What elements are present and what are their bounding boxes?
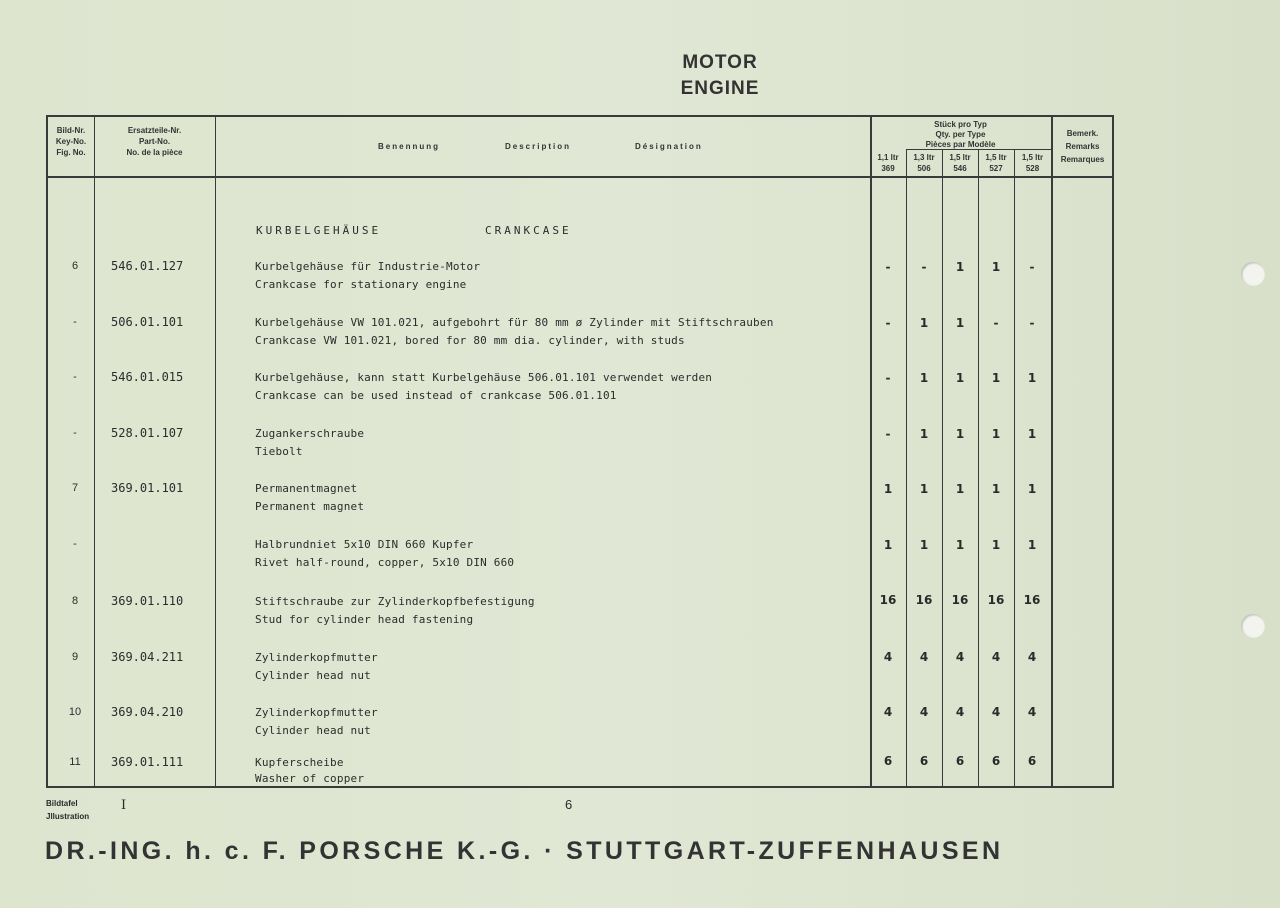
row-desc-en: Stud for cylinder head fastening	[255, 613, 474, 626]
row-qty-546: 4	[955, 705, 965, 719]
row-qty-527: 4	[991, 705, 1001, 719]
row-fig-no: -	[73, 538, 77, 550]
row-qty-506: 1	[919, 482, 929, 496]
row-qty-528: 4	[1027, 705, 1037, 719]
parts-table	[46, 115, 1114, 788]
row-qty-527: 16	[987, 593, 1005, 607]
row-qty-506: 1	[919, 316, 929, 330]
row-part-no: 546.01.015	[111, 370, 184, 384]
row-qty-369: 6	[883, 754, 893, 768]
row-qty-546: 1	[955, 260, 965, 274]
row-qty-528: 1	[1027, 427, 1037, 441]
header-model-528: 1,5 ltr 528	[1021, 153, 1044, 173]
row-desc-de: Kupferscheibe	[255, 756, 344, 769]
row-qty-369: -	[885, 427, 891, 441]
row-qty-527: -	[993, 316, 999, 330]
row-qty-369: 4	[883, 705, 893, 719]
row-qty-369: 1	[883, 538, 893, 552]
row-desc-de: Kurbelgehäuse, kann statt Kurbelgehäuse 506.01.101 verwendet werden	[255, 371, 713, 384]
row-desc-en: Cylinder head nut	[255, 669, 371, 682]
row-qty-369: -	[885, 371, 891, 385]
header-description: Description	[505, 142, 572, 151]
company-name: DR.-ING. h. c. F. PORSCHE K.-G. · STUTTGART-ZUFFENHAUSEN	[45, 837, 1004, 865]
row-qty-506: 1	[919, 538, 929, 552]
row-qty-528: 16	[1023, 593, 1041, 607]
row-desc-en: Tiebolt	[255, 445, 303, 458]
header-key-no: Bild-Nr. Key-No. Fig. No.	[55, 126, 87, 157]
illustration-number: I	[121, 798, 127, 813]
row-qty-506: -	[921, 260, 927, 274]
row-qty-528: 1	[1027, 538, 1037, 552]
row-fig-no: -	[73, 316, 77, 328]
row-qty-546: 1	[955, 316, 965, 330]
row-desc-de: Stiftschraube zur Zylinderkopfbefestigung	[255, 595, 535, 608]
row-fig-no: 11	[69, 756, 81, 768]
row-qty-527: 1	[991, 538, 1001, 552]
section-title-de: KURBELGEHÄUSE	[256, 224, 382, 237]
row-fig-no: 7	[71, 482, 79, 494]
row-qty-528: 6	[1027, 754, 1037, 768]
row-qty-546: 1	[955, 482, 965, 496]
page-number: 6	[565, 797, 573, 812]
row-fig-no: -	[73, 427, 77, 439]
row-desc-de: Zugankerschraube	[255, 427, 365, 440]
row-desc-en: Rivet half-round, copper, 5x10 DIN 660	[255, 556, 515, 569]
row-qty-506: 1	[919, 371, 929, 385]
row-part-no: 528.01.107	[111, 426, 184, 440]
row-qty-546: 1	[955, 538, 965, 552]
row-qty-506: 6	[919, 754, 929, 768]
punch-hole-bottom	[1241, 614, 1265, 638]
row-qty-369: -	[885, 260, 891, 274]
row-qty-546: 6	[955, 754, 965, 768]
row-part-no: 369.01.101	[111, 481, 184, 495]
header-model-369: 1,1 ltr 369	[877, 153, 899, 173]
header-part-no: Ersatzteile-Nr. Part-No. No. de la pièce	[126, 126, 183, 157]
row-desc-de: Halbrundniet 5x10 DIN 660 Kupfer	[255, 538, 474, 551]
bildtafel-label: Bildtafel Jllustration	[46, 799, 90, 821]
header-model-527: 1,5 ltr 527	[985, 153, 1007, 173]
row-qty-369: 16	[879, 593, 897, 607]
row-qty-527: 1	[991, 427, 1001, 441]
row-qty-369: 4	[883, 650, 893, 664]
header-remarks: Bemerk. Remarks Remarques	[1060, 129, 1105, 164]
row-qty-506: 1	[919, 427, 929, 441]
row-desc-en: Permanent magnet	[255, 500, 365, 513]
row-desc-en: Washer of copper	[255, 772, 365, 785]
row-desc-en: Crankcase VW 101.021, bored for 80 mm dia. cylinder, with studs	[255, 334, 685, 347]
header-qty-per-type: Stück pro Typ Qty. per Type Pièces par Modèle	[925, 120, 996, 149]
row-part-no: 369.01.111	[111, 755, 184, 769]
row-qty-527: 1	[991, 260, 1001, 274]
header-model-506: 1,3 ltr 506	[913, 153, 935, 173]
row-fig-no: 9	[71, 651, 79, 663]
row-fig-no: 10	[68, 706, 82, 718]
row-desc-en: Cylinder head nut	[255, 724, 371, 737]
row-desc-en: Crankcase can be used instead of crankcase 506.01.101	[255, 389, 617, 402]
row-qty-369: 1	[883, 482, 893, 496]
row-qty-506: 4	[919, 650, 929, 664]
row-desc-de: Zylinderkopfmutter	[255, 651, 378, 664]
section-title-en: CRANKCASE	[485, 224, 572, 237]
row-qty-528: -	[1029, 260, 1035, 274]
row-fig-no: -	[73, 371, 77, 383]
row-qty-528: 1	[1027, 371, 1037, 385]
row-qty-369: -	[885, 316, 891, 330]
row-qty-546: 4	[955, 650, 965, 664]
row-part-no: 369.04.210	[111, 705, 184, 719]
row-qty-527: 6	[991, 754, 1001, 768]
row-desc-en: Crankcase for stationary engine	[255, 278, 467, 291]
row-qty-527: 4	[991, 650, 1001, 664]
page-title-de: MOTOR	[682, 52, 758, 73]
row-qty-528: 1	[1027, 482, 1037, 496]
row-qty-527: 1	[991, 482, 1001, 496]
header-model-546: 1,5 ltr 546	[949, 153, 971, 173]
row-desc-de: Permanentmagnet	[255, 482, 358, 495]
row-fig-no: 8	[71, 595, 79, 607]
row-qty-528: -	[1029, 316, 1035, 330]
row-qty-506: 4	[919, 705, 929, 719]
row-desc-de: Kurbelgehäuse für Industrie-Motor	[255, 260, 481, 273]
header-benennung: Benennung	[378, 142, 440, 151]
row-fig-no: 6	[71, 260, 79, 272]
row-qty-546: 16	[951, 593, 969, 607]
row-desc-de: Zylinderkopfmutter	[255, 706, 378, 719]
row-qty-506: 16	[915, 593, 933, 607]
row-part-no: 369.01.110	[111, 594, 184, 608]
row-qty-527: 1	[991, 371, 1001, 385]
row-qty-546: 1	[955, 371, 965, 385]
row-part-no: 506.01.101	[111, 315, 184, 329]
row-part-no: 546.01.127	[111, 259, 184, 273]
row-qty-528: 4	[1027, 650, 1037, 664]
header-designation: Désignation	[635, 142, 703, 151]
row-qty-546: 1	[955, 427, 965, 441]
row-part-no: 369.04.211	[111, 650, 184, 664]
punch-hole-top	[1241, 262, 1265, 286]
page-title-en: ENGINE	[680, 78, 760, 99]
row-desc-de: Kurbelgehäuse VW 101.021, aufgebohrt für 80 mm ø Zylinder mit Stiftschrauben	[255, 316, 774, 329]
